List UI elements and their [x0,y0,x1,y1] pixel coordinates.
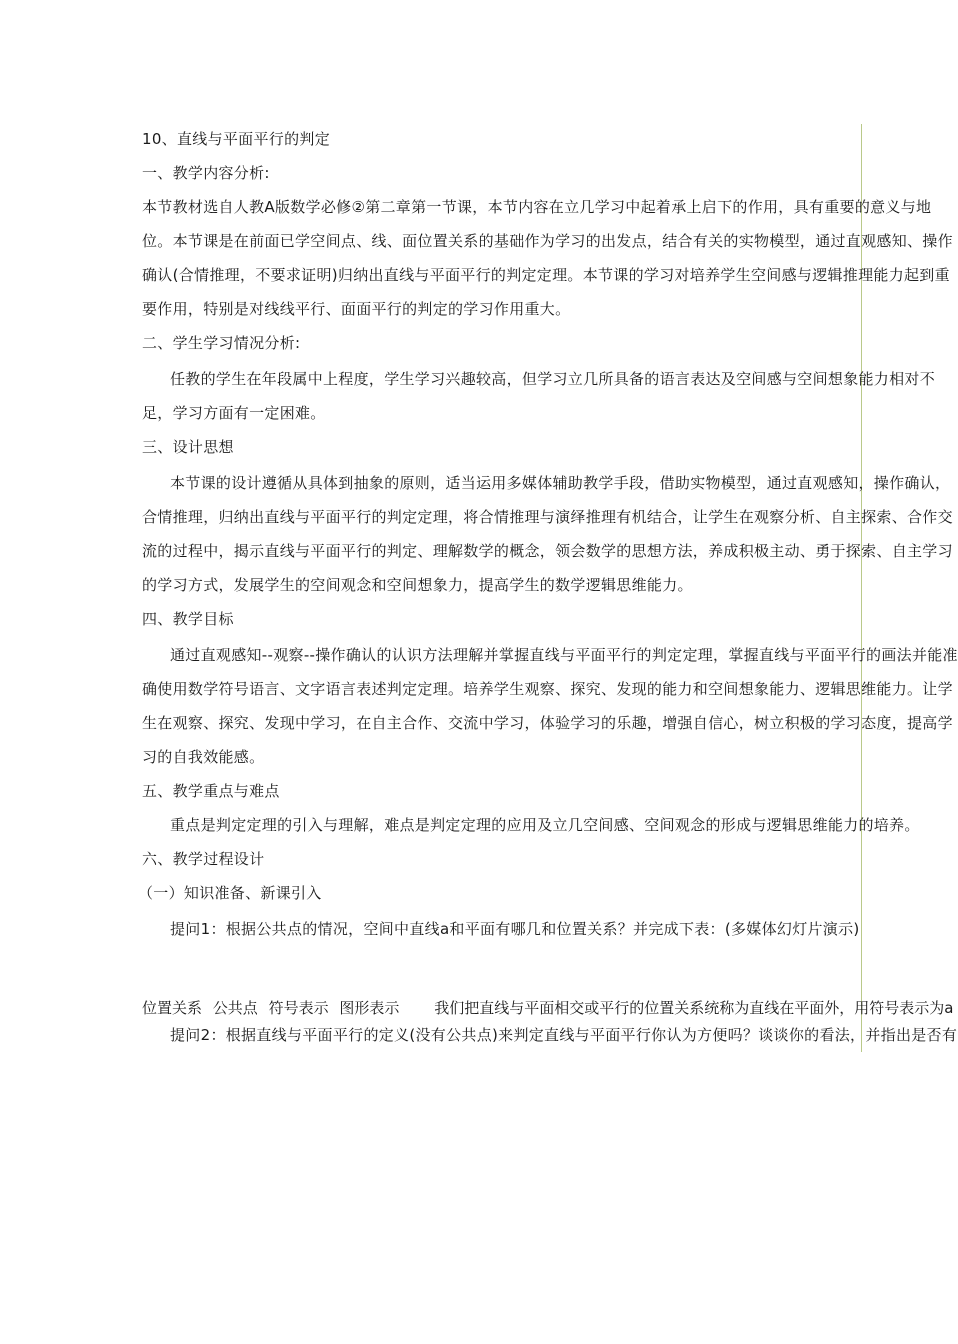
doc-title: 10、直线与平面平行的判定 [142,130,330,148]
question-1: 提问1：根据公共点的情况，空间中直线a和平面有哪几和位置关系？并完成下表：(多媒体幻灯片演示) [170,920,860,938]
para-line: 确使用数学符号语言、文字语言表述判定定理。培养学生观察、探究、发现的能力和空间想象能力、逻辑思维能力。让学 [142,680,953,698]
para-line: 本节课的设计遵循从具体到抽象的原则，适当运用多媒体辅助教学手段，借助实物模型，通过直观感知，操作确认， [170,474,951,492]
para-line: 位。本节课是在前面已学空间点、线、面位置关系的基础作为学习的出发点，结合有关的实物模型，通过直观感知、操作 [142,232,953,250]
section-heading-4: 四、教学目标 [142,610,234,628]
para-line: 习的自我效能感。 [142,748,265,766]
section-heading-5: 五、教学重点与难点 [142,782,280,800]
para-line: 合情推理，归纳出直线与平面平行的判定定理，将合情推理与演绎推理有机结合，让学生在观察分析、自主探索、合作交 [142,508,953,526]
para-line: 生在观察、探究、发现中学习，在自主合作、交流中学习，体验学习的乐趣，增强自信心，树立积极的学习态度，提高学 [142,714,953,732]
para-line: 重点是判定定理的引入与理解，难点是判定定理的应用及立几空间感、空间观念的形成与逻辑思维能力的培养。 [170,816,920,834]
para-line: 的学习方式，发展学生的空间观念和空间想象力，提高学生的数学逻辑思维能力。 [142,576,693,594]
table-header-cell: 符号表示 [268,999,329,1017]
para-line: 流的过程中，揭示直线与平面平行的判定、理解数学的概念，领会数学的思想方法，养成积极主动、勇于探索、自主学习 [142,542,953,560]
para-line: 足，学习方面有一定困难。 [142,404,326,422]
section-heading-6: 六、教学过程设计 [142,850,265,868]
table-header-cell: 图形表示 [339,999,400,1017]
table-note: 我们把直线与平面相交或平行的位置关系统称为直线在平面外，用符号表示为a [434,999,954,1017]
para-line: 本节教材选自人教A版数学必修②第二章第一节课，本节内容在立几学习中起着承上启下的作用，具有重要的意义与地 [142,198,932,216]
question-2: 提问2：根据直线与平面平行的定义(没有公共点)来判定直线与平面平行你认为方便吗？谈谈你的看法，并指出是否有 [170,1026,958,1044]
para-line: 要作用，特别是对线线平行、面面平行的判定的学习作用重大。 [142,300,571,318]
table-header-cell: 位置关系 [142,999,203,1017]
margin-rule [861,124,862,1052]
section-heading-3: 三、设计思想 [142,438,234,456]
para-line: 通过直观感知--观察--操作确认的认识方法理解并掌握直线与平面平行的判定定理，掌握直线与平面平行的画法并能准 [170,646,958,664]
subsection-heading: （一）知识准备、新课引入 [138,884,322,902]
section-heading-1: 一、教学内容分析: [142,164,270,182]
section-heading-2: 二、学生学习情况分析: [142,334,301,352]
para-line: 任教的学生在年段属中上程度，学生学习兴趣较高，但学习立几所具备的语言表达及空间感与空间想象能力相对不 [170,370,936,388]
para-line: 确认(合情推理，不要求证明)归纳出直线与平面平行的判定定理。本节课的学习对培养学生空间感与逻辑推理能力起到重 [142,266,950,284]
table-header-cell: 公共点 [212,999,258,1017]
